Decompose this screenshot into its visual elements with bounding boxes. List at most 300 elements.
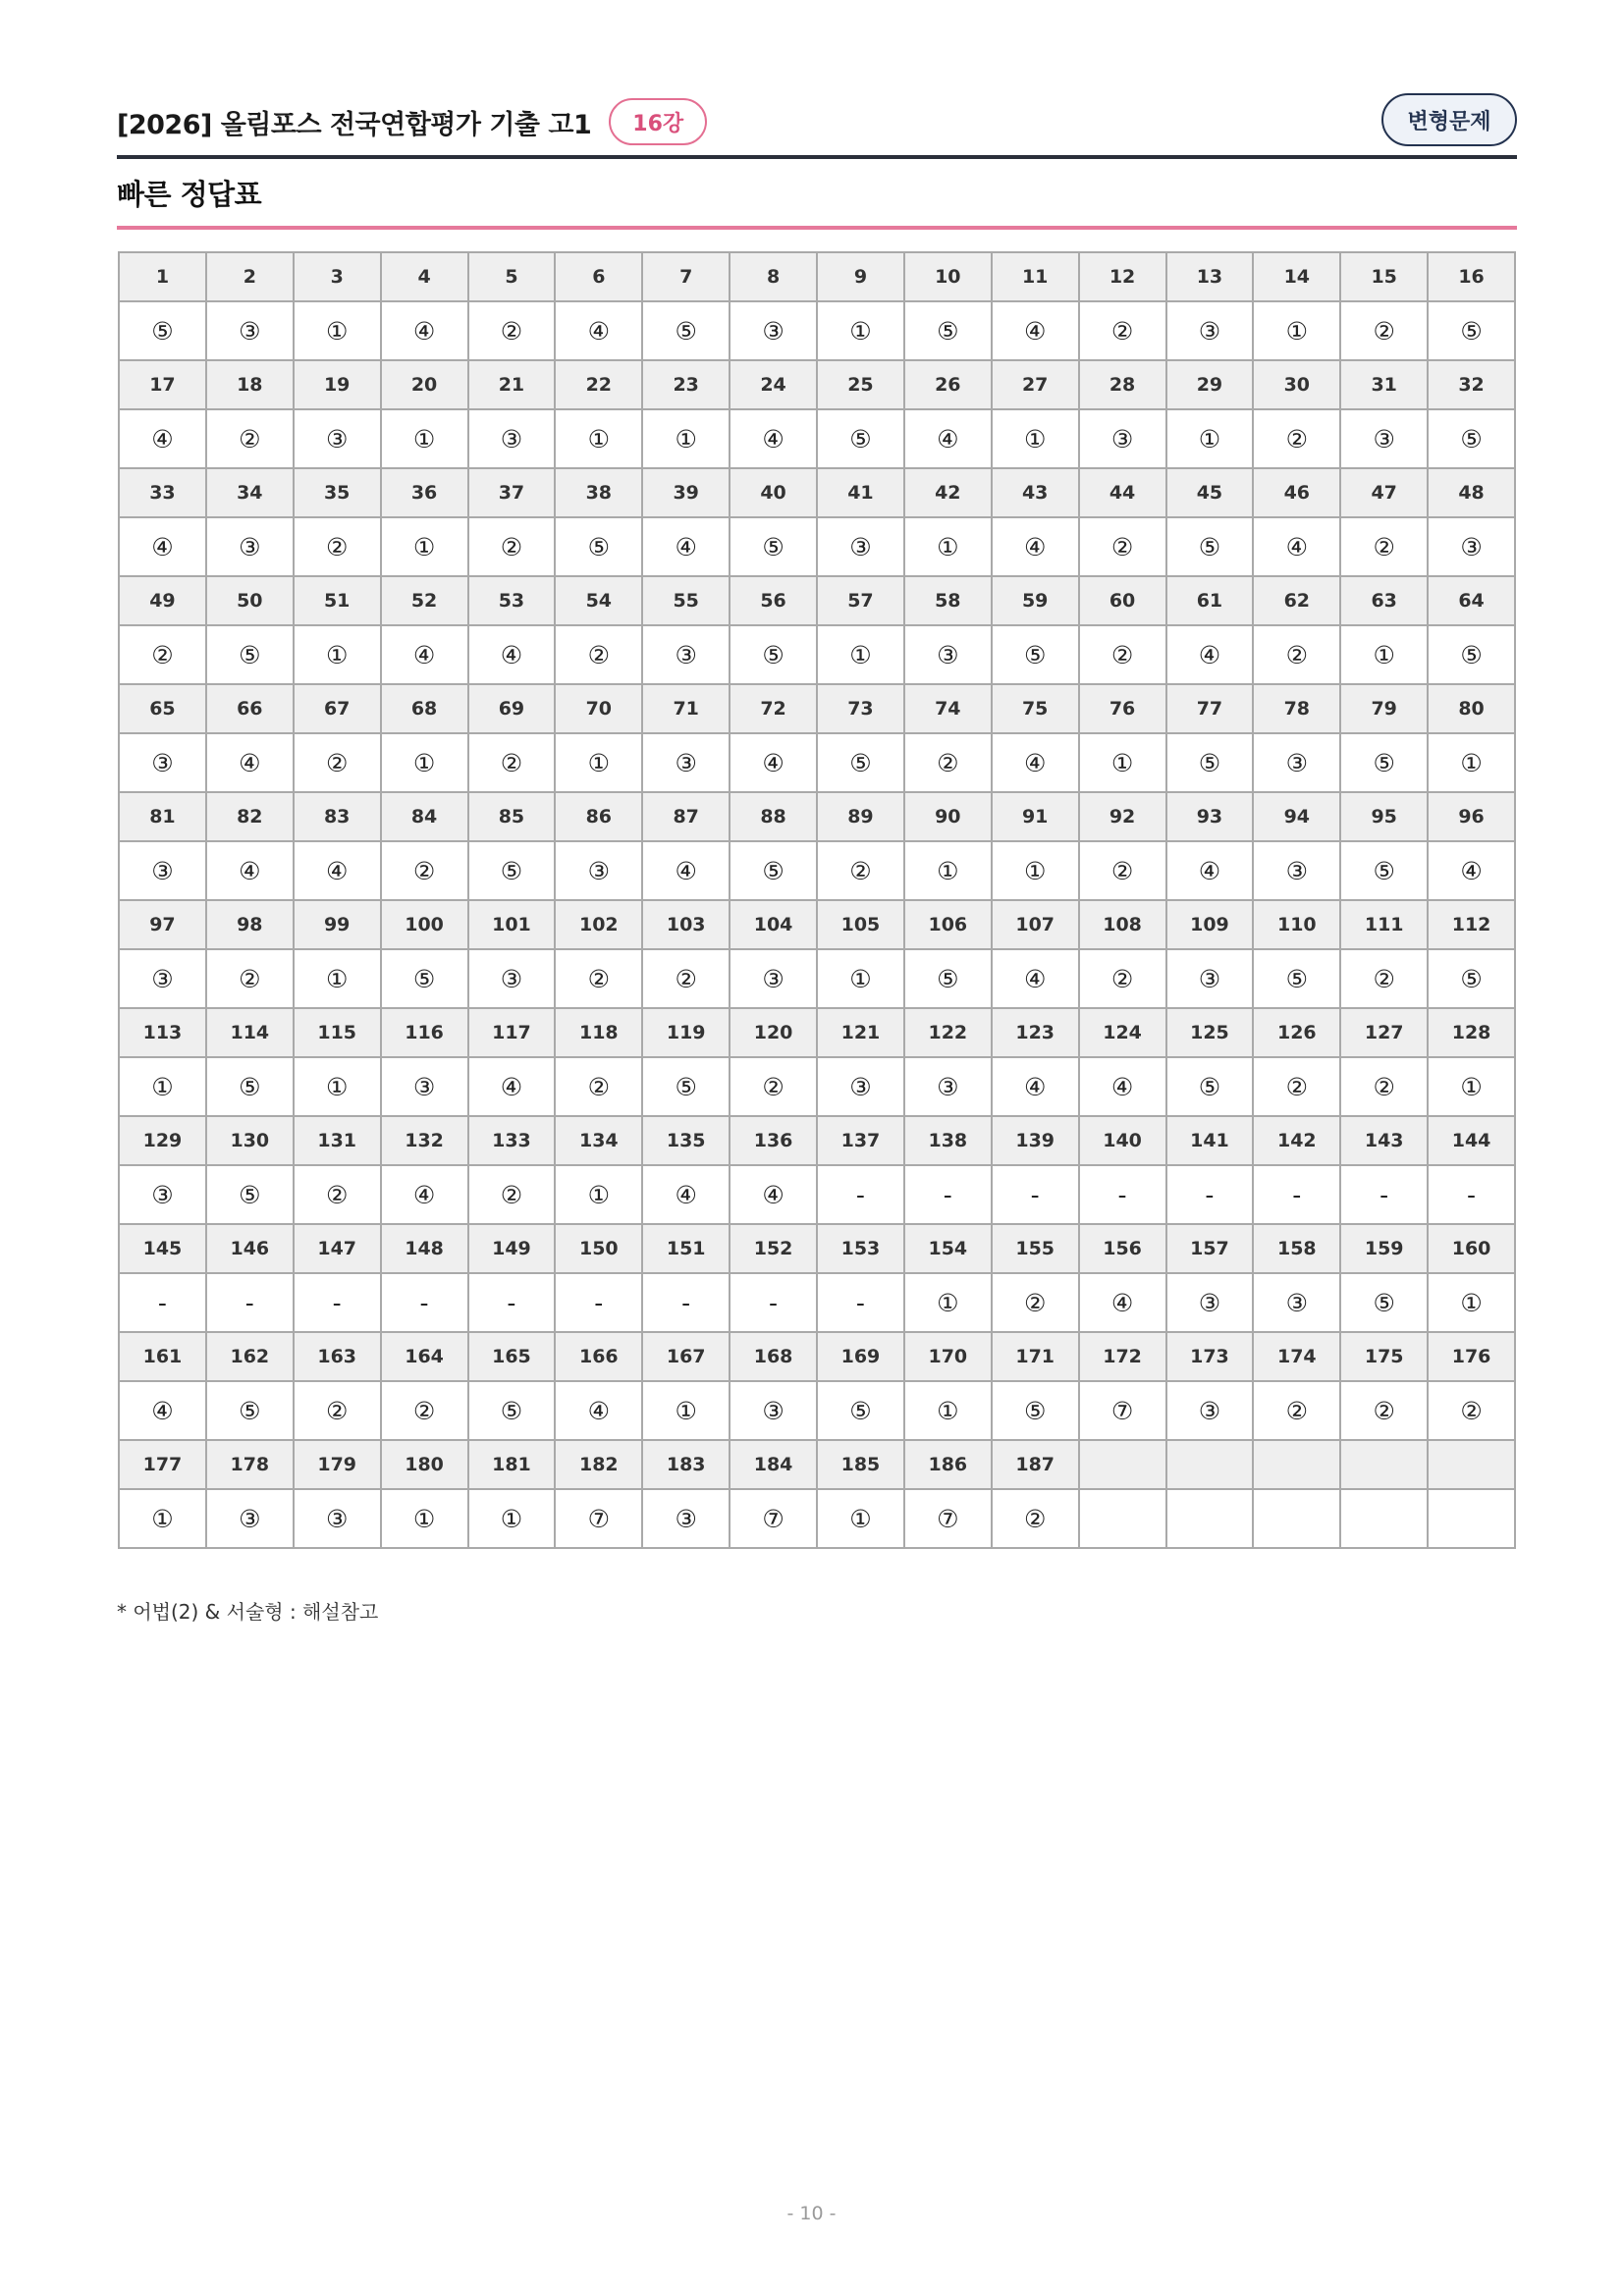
question-number-cell: 109 bbox=[1166, 900, 1254, 949]
question-number-cell: 142 bbox=[1253, 1116, 1340, 1165]
answer-cell: ③ bbox=[642, 625, 730, 684]
answer-cell: ⑤ bbox=[1166, 517, 1254, 576]
question-number-cell: 120 bbox=[730, 1008, 817, 1057]
page-number: - 10 - bbox=[786, 2203, 837, 2224]
question-number-cell bbox=[1428, 1440, 1515, 1489]
question-number-cell: 25 bbox=[817, 360, 904, 409]
question-number-cell: 155 bbox=[992, 1224, 1079, 1273]
question-number-cell: 69 bbox=[468, 684, 556, 733]
answer-cell: ③ bbox=[555, 841, 642, 900]
answer-cell: ⑤ bbox=[1428, 625, 1515, 684]
question-number-cell: 106 bbox=[904, 900, 992, 949]
question-number-cell: 5 bbox=[468, 252, 556, 301]
question-number-cell: 37 bbox=[468, 468, 556, 517]
answer-cell: ③ bbox=[1166, 949, 1254, 1008]
answer-cell: ④ bbox=[555, 301, 642, 360]
question-number-cell: 8 bbox=[730, 252, 817, 301]
question-type-badge: 변형문제 bbox=[1381, 93, 1517, 146]
answer-cell: ⑤ bbox=[1428, 301, 1515, 360]
question-number-cell: 60 bbox=[1079, 576, 1166, 625]
answer-cell: ① bbox=[1253, 301, 1340, 360]
question-number-row bbox=[119, 360, 1515, 409]
question-number-cell: 183 bbox=[642, 1440, 730, 1489]
answer-cell: ③ bbox=[1253, 841, 1340, 900]
question-number-row bbox=[119, 900, 1515, 949]
answer-cell: ① bbox=[294, 949, 381, 1008]
question-number-cell: 145 bbox=[119, 1224, 206, 1273]
question-number-cell: 49 bbox=[119, 576, 206, 625]
answer-cell: ③ bbox=[642, 1489, 730, 1548]
question-number-cell: 152 bbox=[730, 1224, 817, 1273]
answer-cell: ① bbox=[1166, 409, 1254, 468]
answer-cell: ① bbox=[817, 949, 904, 1008]
question-number-cell: 95 bbox=[1340, 792, 1428, 841]
answer-cell: ③ bbox=[1079, 409, 1166, 468]
question-number-cell: 63 bbox=[1340, 576, 1428, 625]
answer-cell: ② bbox=[381, 1381, 468, 1440]
question-number-cell: 84 bbox=[381, 792, 468, 841]
answer-cell: ② bbox=[1079, 949, 1166, 1008]
answer-cell: ③ bbox=[730, 949, 817, 1008]
question-number-cell: 135 bbox=[642, 1116, 730, 1165]
answer-cell: ③ bbox=[1253, 733, 1340, 792]
answer-cell: ② bbox=[1079, 841, 1166, 900]
answer-cell: ② bbox=[642, 949, 730, 1008]
question-number-cell: 111 bbox=[1340, 900, 1428, 949]
answer-cell: ② bbox=[294, 1381, 381, 1440]
lecture-badge: 16강 bbox=[609, 98, 707, 145]
answer-cell: ④ bbox=[992, 517, 1079, 576]
answer-cell: - bbox=[468, 1273, 556, 1332]
answer-cell: ④ bbox=[992, 949, 1079, 1008]
answer-cell: ④ bbox=[642, 517, 730, 576]
answer-cell: ① bbox=[381, 733, 468, 792]
question-number-cell: 29 bbox=[1166, 360, 1254, 409]
answer-cell bbox=[1166, 1489, 1254, 1548]
question-number-row bbox=[119, 1224, 1515, 1273]
answer-cell: ③ bbox=[1166, 301, 1254, 360]
question-number-cell: 12 bbox=[1079, 252, 1166, 301]
answer-cell: ⑤ bbox=[206, 1381, 294, 1440]
question-number-cell: 137 bbox=[817, 1116, 904, 1165]
answer-cell: ② bbox=[730, 1057, 817, 1116]
question-number-cell: 186 bbox=[904, 1440, 992, 1489]
answer-cell: ① bbox=[1428, 1057, 1515, 1116]
question-number-cell: 76 bbox=[1079, 684, 1166, 733]
question-number-cell: 110 bbox=[1253, 900, 1340, 949]
answer-cell: ⑤ bbox=[468, 1381, 556, 1440]
question-number-row bbox=[119, 1440, 1515, 1489]
answer-cell: ③ bbox=[206, 1489, 294, 1548]
answer-row bbox=[119, 517, 1515, 576]
question-number-cell: 134 bbox=[555, 1116, 642, 1165]
question-number-cell: 11 bbox=[992, 252, 1079, 301]
answer-cell: - bbox=[904, 1165, 992, 1224]
answer-cell: ⑤ bbox=[1340, 841, 1428, 900]
answer-cell: ⑤ bbox=[730, 841, 817, 900]
question-number-cell: 62 bbox=[1253, 576, 1340, 625]
question-number-cell: 83 bbox=[294, 792, 381, 841]
question-number-cell: 171 bbox=[992, 1332, 1079, 1381]
question-number-cell: 35 bbox=[294, 468, 381, 517]
answer-cell: ③ bbox=[730, 1381, 817, 1440]
answer-cell: ② bbox=[294, 517, 381, 576]
answer-cell: ① bbox=[904, 1273, 992, 1332]
question-number-cell: 181 bbox=[468, 1440, 556, 1489]
answer-cell: ④ bbox=[206, 733, 294, 792]
answer-cell: ④ bbox=[730, 409, 817, 468]
question-number-cell: 10 bbox=[904, 252, 992, 301]
answer-cell: ⑤ bbox=[381, 949, 468, 1008]
question-number-cell: 81 bbox=[119, 792, 206, 841]
answer-cell: - bbox=[381, 1273, 468, 1332]
answer-row bbox=[119, 949, 1515, 1008]
answer-cell: ① bbox=[992, 409, 1079, 468]
answer-cell: ③ bbox=[468, 409, 556, 468]
question-number-cell: 43 bbox=[992, 468, 1079, 517]
answer-cell: ⑤ bbox=[904, 301, 992, 360]
question-number-cell: 57 bbox=[817, 576, 904, 625]
answer-cell: ② bbox=[555, 949, 642, 1008]
answer-cell: ④ bbox=[730, 1165, 817, 1224]
question-number-cell: 174 bbox=[1253, 1332, 1340, 1381]
question-number-cell: 55 bbox=[642, 576, 730, 625]
answer-cell: ⑤ bbox=[642, 301, 730, 360]
answer-cell: ① bbox=[992, 841, 1079, 900]
question-number-cell: 143 bbox=[1340, 1116, 1428, 1165]
answer-cell: ① bbox=[904, 841, 992, 900]
answer-cell: ⑤ bbox=[730, 625, 817, 684]
answer-cell: ③ bbox=[642, 733, 730, 792]
answer-cell: ② bbox=[555, 625, 642, 684]
question-number-cell: 187 bbox=[992, 1440, 1079, 1489]
question-number-cell: 154 bbox=[904, 1224, 992, 1273]
question-number-cell: 7 bbox=[642, 252, 730, 301]
question-number-cell: 162 bbox=[206, 1332, 294, 1381]
question-number-cell: 3 bbox=[294, 252, 381, 301]
question-number-cell: 59 bbox=[992, 576, 1079, 625]
answer-cell: ② bbox=[555, 1057, 642, 1116]
answer-cell: ① bbox=[642, 409, 730, 468]
answer-table bbox=[118, 251, 1516, 1549]
question-number-cell: 22 bbox=[555, 360, 642, 409]
question-number-cell: 160 bbox=[1428, 1224, 1515, 1273]
answer-cell: ② bbox=[904, 733, 992, 792]
question-number-row bbox=[119, 792, 1515, 841]
answer-cell: ④ bbox=[294, 841, 381, 900]
question-number-cell: 164 bbox=[381, 1332, 468, 1381]
question-number-cell: 144 bbox=[1428, 1116, 1515, 1165]
answer-row bbox=[119, 841, 1515, 900]
question-number-cell: 180 bbox=[381, 1440, 468, 1489]
answer-cell: ① bbox=[555, 733, 642, 792]
question-number-cell: 46 bbox=[1253, 468, 1340, 517]
question-number-cell: 98 bbox=[206, 900, 294, 949]
answer-cell: ② bbox=[468, 517, 556, 576]
answer-cell: ① bbox=[904, 1381, 992, 1440]
question-number-cell: 77 bbox=[1166, 684, 1254, 733]
answer-cell: ④ bbox=[1079, 1273, 1166, 1332]
answer-cell: ② bbox=[1340, 517, 1428, 576]
answer-cell: ⑤ bbox=[817, 1381, 904, 1440]
question-number-cell: 86 bbox=[555, 792, 642, 841]
answer-cell: ④ bbox=[904, 409, 992, 468]
answer-cell: ⑦ bbox=[904, 1489, 992, 1548]
answer-cell: - bbox=[730, 1273, 817, 1332]
answer-cell: ③ bbox=[294, 1489, 381, 1548]
answer-cell: ⑤ bbox=[992, 625, 1079, 684]
question-number-cell: 79 bbox=[1340, 684, 1428, 733]
answer-cell: ① bbox=[817, 301, 904, 360]
question-number-cell: 131 bbox=[294, 1116, 381, 1165]
question-number-cell: 74 bbox=[904, 684, 992, 733]
question-number-cell: 119 bbox=[642, 1008, 730, 1057]
question-number-cell: 114 bbox=[206, 1008, 294, 1057]
answer-cell: ⑤ bbox=[1340, 1273, 1428, 1332]
question-number-cell: 176 bbox=[1428, 1332, 1515, 1381]
answer-cell: ⑤ bbox=[904, 949, 992, 1008]
question-number-cell: 75 bbox=[992, 684, 1079, 733]
question-number-cell: 45 bbox=[1166, 468, 1254, 517]
answer-cell: ④ bbox=[119, 517, 206, 576]
answer-cell: ③ bbox=[1166, 1381, 1254, 1440]
answer-cell: ② bbox=[1253, 1381, 1340, 1440]
answer-cell: ④ bbox=[1253, 517, 1340, 576]
question-number-cell: 138 bbox=[904, 1116, 992, 1165]
answer-cell: - bbox=[817, 1165, 904, 1224]
answer-cell: ① bbox=[294, 1057, 381, 1116]
answer-cell: ④ bbox=[992, 733, 1079, 792]
question-number-cell: 51 bbox=[294, 576, 381, 625]
question-number-cell: 112 bbox=[1428, 900, 1515, 949]
question-number-cell: 28 bbox=[1079, 360, 1166, 409]
answer-cell: ③ bbox=[904, 625, 992, 684]
section-divider bbox=[117, 226, 1517, 230]
question-number-cell: 124 bbox=[1079, 1008, 1166, 1057]
question-number-cell: 153 bbox=[817, 1224, 904, 1273]
question-number-cell: 23 bbox=[642, 360, 730, 409]
answer-cell: ③ bbox=[1428, 517, 1515, 576]
answer-cell: ④ bbox=[381, 1165, 468, 1224]
answer-cell: ④ bbox=[1166, 625, 1254, 684]
question-number-cell: 33 bbox=[119, 468, 206, 517]
question-number-cell: 20 bbox=[381, 360, 468, 409]
question-number-cell: 47 bbox=[1340, 468, 1428, 517]
question-number-cell: 161 bbox=[119, 1332, 206, 1381]
question-number-cell: 91 bbox=[992, 792, 1079, 841]
question-number-cell: 167 bbox=[642, 1332, 730, 1381]
answer-cell: ⑦ bbox=[1079, 1381, 1166, 1440]
question-number-cell: 166 bbox=[555, 1332, 642, 1381]
question-number-row bbox=[119, 252, 1515, 301]
answer-cell: ② bbox=[206, 409, 294, 468]
answer-cell: ④ bbox=[468, 1057, 556, 1116]
question-number-cell: 149 bbox=[468, 1224, 556, 1273]
question-number-cell: 113 bbox=[119, 1008, 206, 1057]
question-number-cell: 133 bbox=[468, 1116, 556, 1165]
answer-cell: ② bbox=[1079, 301, 1166, 360]
question-number-cell: 139 bbox=[992, 1116, 1079, 1165]
answer-row bbox=[119, 1165, 1515, 1224]
answer-cell: ③ bbox=[1253, 1273, 1340, 1332]
question-number-cell: 179 bbox=[294, 1440, 381, 1489]
question-number-cell: 56 bbox=[730, 576, 817, 625]
answer-cell: ① bbox=[119, 1489, 206, 1548]
answer-cell: ① bbox=[1428, 733, 1515, 792]
answer-cell: ⑤ bbox=[119, 301, 206, 360]
answer-cell: ① bbox=[555, 409, 642, 468]
question-number-cell bbox=[1340, 1440, 1428, 1489]
question-number-cell: 102 bbox=[555, 900, 642, 949]
question-number-cell: 99 bbox=[294, 900, 381, 949]
answer-cell: - bbox=[642, 1273, 730, 1332]
answer-cell: ② bbox=[1079, 517, 1166, 576]
answer-cell: ① bbox=[468, 1489, 556, 1548]
question-number-cell: 158 bbox=[1253, 1224, 1340, 1273]
answer-cell: ② bbox=[992, 1273, 1079, 1332]
answer-cell: ③ bbox=[294, 409, 381, 468]
question-number-row bbox=[119, 576, 1515, 625]
answer-cell: ④ bbox=[642, 1165, 730, 1224]
answer-cell: ④ bbox=[730, 733, 817, 792]
answer-cell: ③ bbox=[206, 301, 294, 360]
answer-cell: ③ bbox=[119, 733, 206, 792]
answer-cell: ④ bbox=[555, 1381, 642, 1440]
question-number-cell bbox=[1253, 1440, 1340, 1489]
question-number-cell: 87 bbox=[642, 792, 730, 841]
question-number-row bbox=[119, 468, 1515, 517]
footnote: * 어법(2) & 서술형 : 해설참고 bbox=[117, 1600, 379, 1624]
answer-cell: ⑤ bbox=[206, 625, 294, 684]
question-number-cell: 121 bbox=[817, 1008, 904, 1057]
question-number-cell: 54 bbox=[555, 576, 642, 625]
answer-cell: ② bbox=[1253, 409, 1340, 468]
question-number-cell: 101 bbox=[468, 900, 556, 949]
answer-cell: ④ bbox=[1079, 1057, 1166, 1116]
answer-cell: - bbox=[817, 1273, 904, 1332]
answer-cell: ② bbox=[1079, 625, 1166, 684]
answer-cell: ⑤ bbox=[555, 517, 642, 576]
answer-cell: ⑤ bbox=[992, 1381, 1079, 1440]
question-number-cell: 151 bbox=[642, 1224, 730, 1273]
question-number-cell: 38 bbox=[555, 468, 642, 517]
question-number-cell: 88 bbox=[730, 792, 817, 841]
answer-cell: ② bbox=[1428, 1381, 1515, 1440]
answer-cell: ① bbox=[294, 301, 381, 360]
question-number-cell: 39 bbox=[642, 468, 730, 517]
question-number-cell: 26 bbox=[904, 360, 992, 409]
question-number-cell: 30 bbox=[1253, 360, 1340, 409]
answer-cell: - bbox=[992, 1165, 1079, 1224]
question-number-cell bbox=[1166, 1440, 1254, 1489]
question-number-cell: 159 bbox=[1340, 1224, 1428, 1273]
answer-cell: ② bbox=[468, 1165, 556, 1224]
answer-row bbox=[119, 625, 1515, 684]
question-number-cell: 40 bbox=[730, 468, 817, 517]
question-number-cell: 72 bbox=[730, 684, 817, 733]
question-number-cell: 42 bbox=[904, 468, 992, 517]
question-number-cell: 125 bbox=[1166, 1008, 1254, 1057]
answer-cell: ① bbox=[1428, 1273, 1515, 1332]
answer-cell: - bbox=[1079, 1165, 1166, 1224]
question-number-cell: 17 bbox=[119, 360, 206, 409]
answer-row bbox=[119, 1273, 1515, 1332]
question-number-cell: 148 bbox=[381, 1224, 468, 1273]
question-number-cell: 170 bbox=[904, 1332, 992, 1381]
question-number-cell: 80 bbox=[1428, 684, 1515, 733]
answer-cell: ⑤ bbox=[206, 1057, 294, 1116]
answer-cell: ③ bbox=[119, 1165, 206, 1224]
answer-cell: - bbox=[119, 1273, 206, 1332]
question-number-cell: 36 bbox=[381, 468, 468, 517]
answer-cell: ⑤ bbox=[1340, 733, 1428, 792]
answer-cell: ⑤ bbox=[1253, 949, 1340, 1008]
question-number-cell: 41 bbox=[817, 468, 904, 517]
question-number-row bbox=[119, 1332, 1515, 1381]
question-number-cell: 140 bbox=[1079, 1116, 1166, 1165]
answer-cell: ③ bbox=[730, 301, 817, 360]
answer-cell: - bbox=[1166, 1165, 1254, 1224]
question-number-cell: 108 bbox=[1079, 900, 1166, 949]
answer-cell: ② bbox=[206, 949, 294, 1008]
answer-cell: ② bbox=[468, 301, 556, 360]
question-number-cell: 118 bbox=[555, 1008, 642, 1057]
question-number-cell: 105 bbox=[817, 900, 904, 949]
question-number-cell: 150 bbox=[555, 1224, 642, 1273]
answer-cell: ③ bbox=[904, 1057, 992, 1116]
document-title: [2026] 올림포스 전국연합평가 기출 고1 bbox=[117, 109, 592, 140]
answer-cell: ② bbox=[1340, 949, 1428, 1008]
answer-cell: ① bbox=[294, 625, 381, 684]
question-number-row bbox=[119, 1116, 1515, 1165]
question-number-cell: 103 bbox=[642, 900, 730, 949]
question-number-cell: 85 bbox=[468, 792, 556, 841]
answer-cell: ④ bbox=[992, 301, 1079, 360]
question-number-cell: 9 bbox=[817, 252, 904, 301]
answer-cell: ⑤ bbox=[642, 1057, 730, 1116]
question-number-cell: 93 bbox=[1166, 792, 1254, 841]
answer-cell: ⑤ bbox=[817, 733, 904, 792]
question-number-cell: 146 bbox=[206, 1224, 294, 1273]
answer-cell: ④ bbox=[642, 841, 730, 900]
answer-cell: ② bbox=[817, 841, 904, 900]
question-number-cell: 141 bbox=[1166, 1116, 1254, 1165]
question-number-cell: 71 bbox=[642, 684, 730, 733]
answer-cell: - bbox=[1253, 1165, 1340, 1224]
section-title: 빠른 정답표 bbox=[117, 178, 262, 211]
question-number-cell: 24 bbox=[730, 360, 817, 409]
question-number-cell: 68 bbox=[381, 684, 468, 733]
question-number-cell: 34 bbox=[206, 468, 294, 517]
answer-cell: - bbox=[1428, 1165, 1515, 1224]
answer-cell: ① bbox=[381, 1489, 468, 1548]
answer-cell bbox=[1079, 1489, 1166, 1548]
answer-cell: - bbox=[555, 1273, 642, 1332]
answer-cell: ⑤ bbox=[817, 409, 904, 468]
answer-cell: ⑤ bbox=[1166, 1057, 1254, 1116]
question-number-cell: 53 bbox=[468, 576, 556, 625]
answer-cell: ② bbox=[992, 1489, 1079, 1548]
answer-cell: ③ bbox=[119, 841, 206, 900]
answer-cell: - bbox=[206, 1273, 294, 1332]
question-number-cell: 15 bbox=[1340, 252, 1428, 301]
question-number-cell: 126 bbox=[1253, 1008, 1340, 1057]
answer-cell: ⑦ bbox=[555, 1489, 642, 1548]
question-number-cell: 96 bbox=[1428, 792, 1515, 841]
answer-cell: - bbox=[1340, 1165, 1428, 1224]
question-number-cell: 163 bbox=[294, 1332, 381, 1381]
answer-row bbox=[119, 733, 1515, 792]
